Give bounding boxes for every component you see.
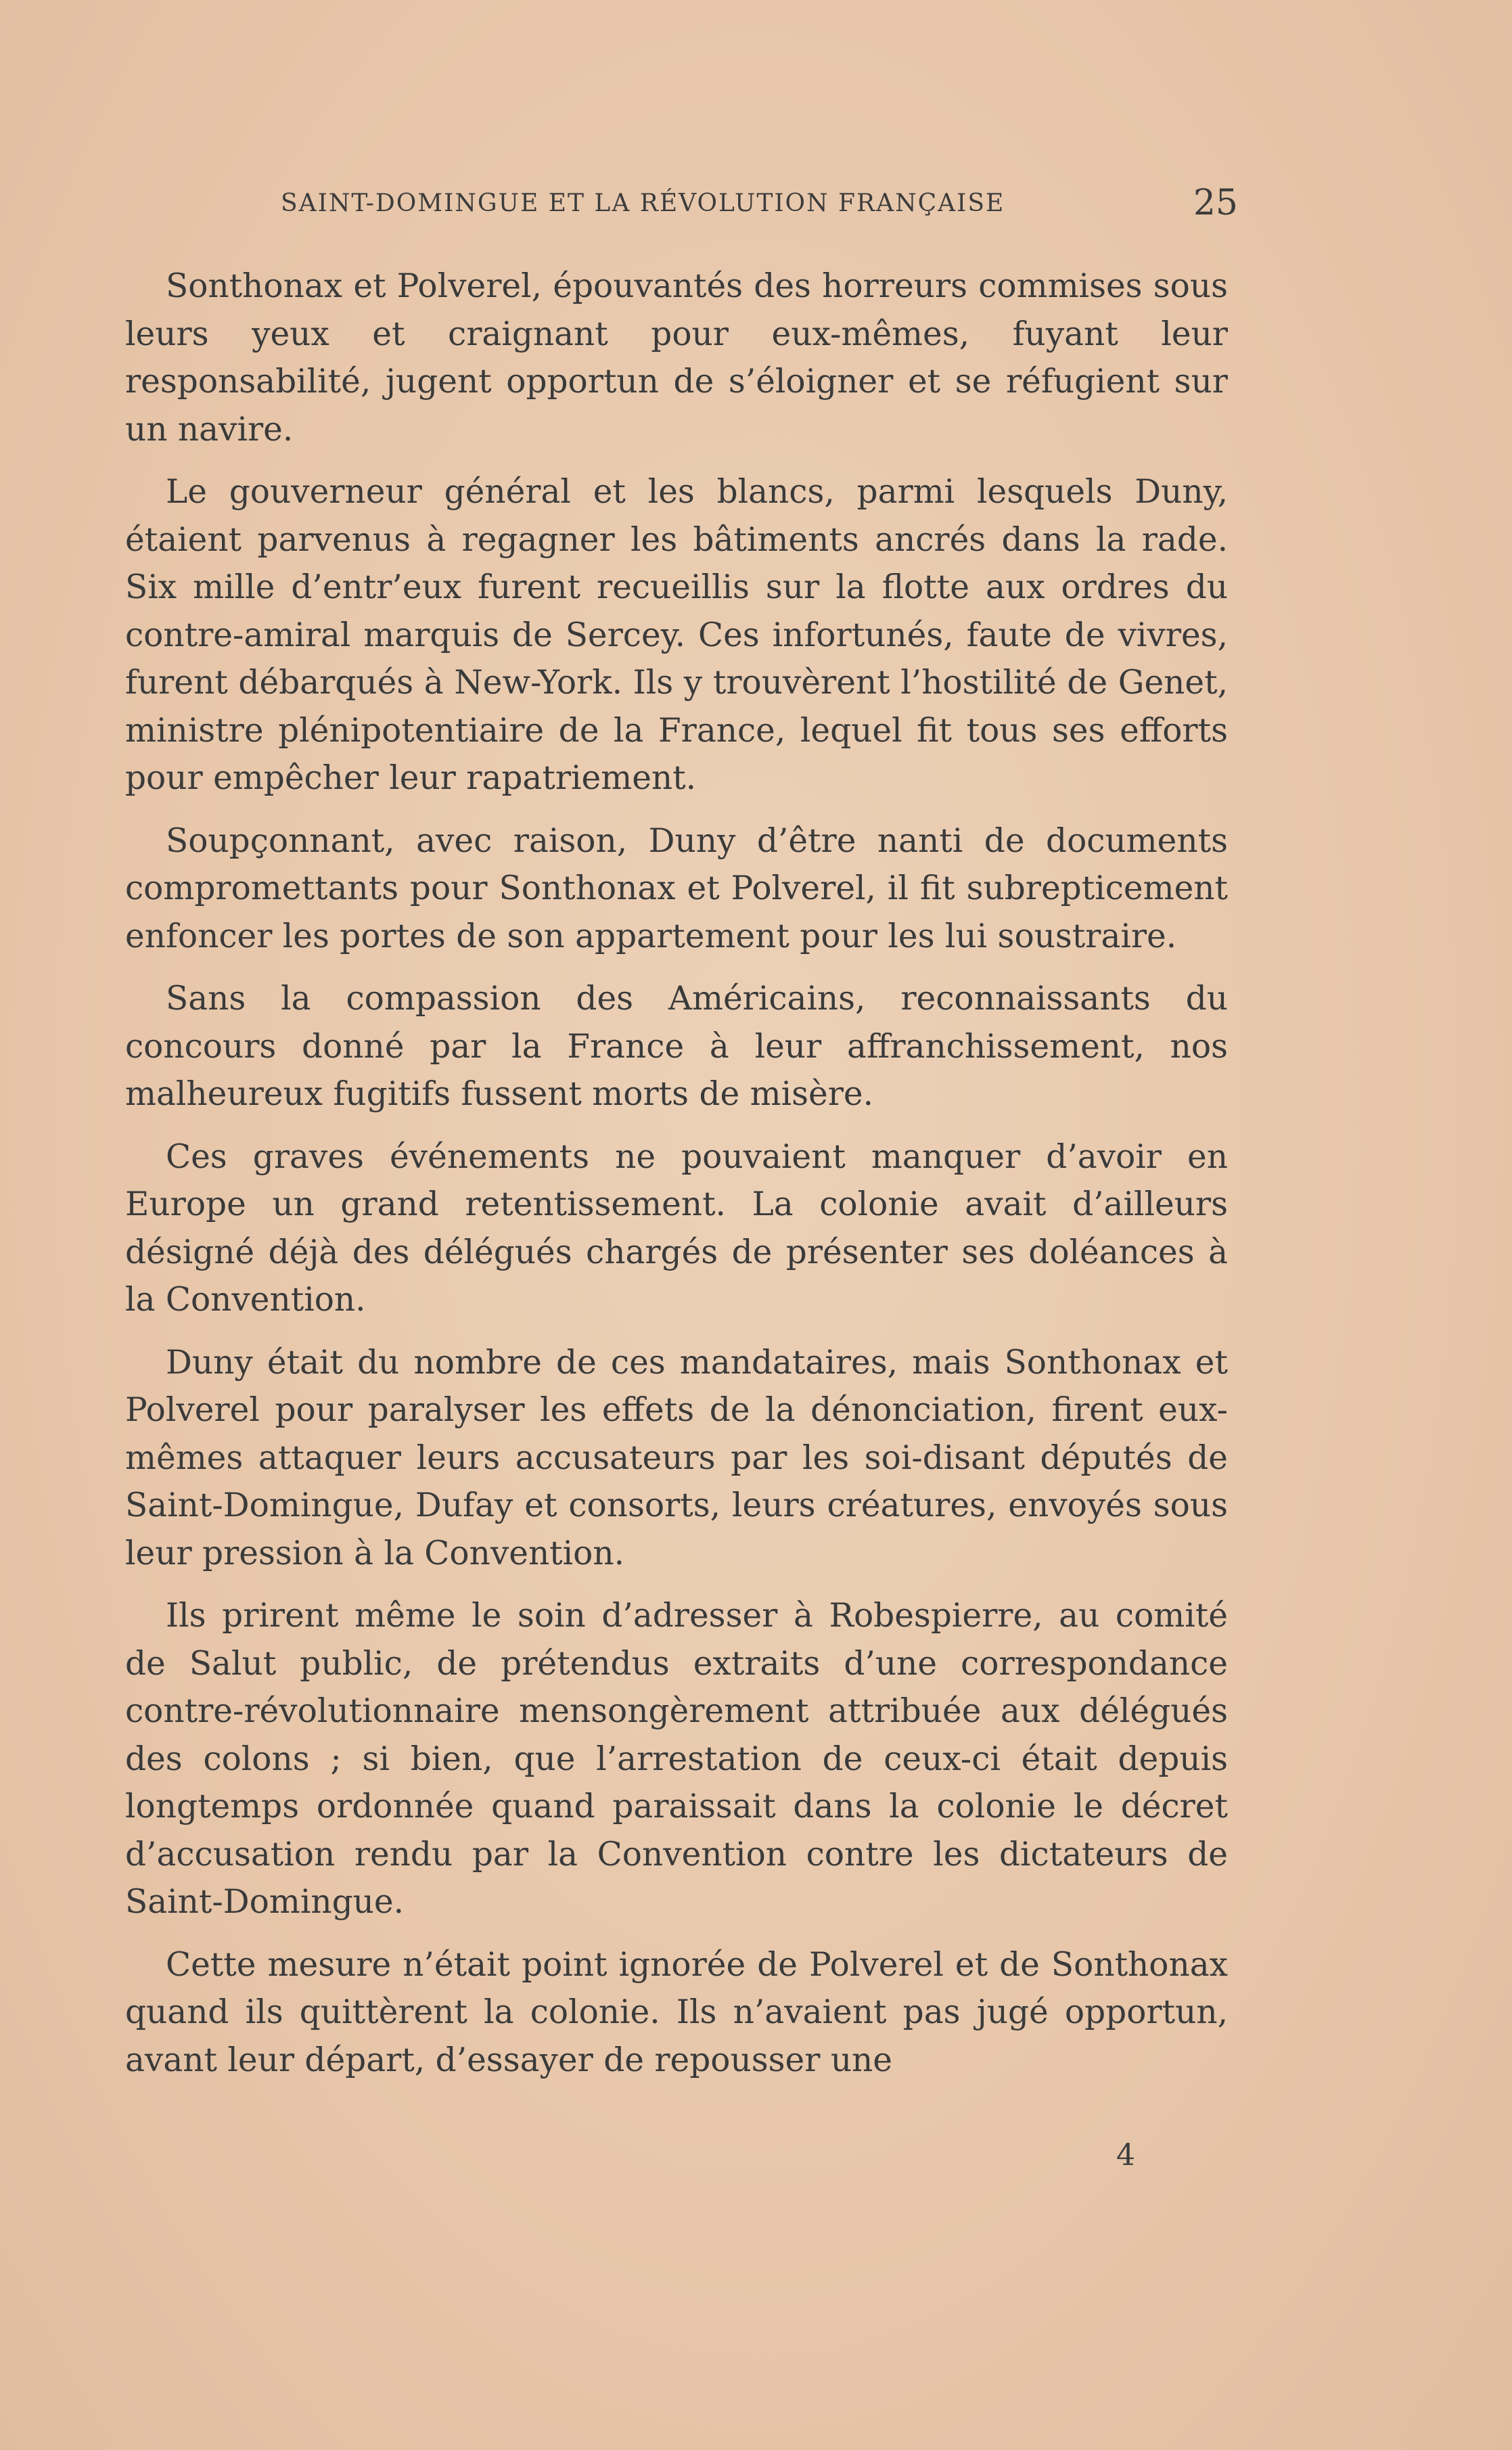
paragraph: Sans la compassion des Américains, reconnaissants du concours donné par la France à leur affranchissement, nos malheureux fugitifs fussent morts de misère. [125, 980, 1228, 1113]
paragraph: Ces graves événements ne pouvaient manquer d’avoir en Europe un grand retentissement. La colonie avait d’ailleurs désigné déjà des délégués chargés de présenter ses doléances à la Convention. [125, 1137, 1228, 1319]
paragraph: Soupçonnant, avec raison, Duny d’être nanti de documents compromettants pour Sonthonax et Polverel, il fit subrepticement enfoncer les portes de son appartement pour les lui soustraire. [125, 821, 1228, 955]
paragraph: Duny était du nombre de ces mandataires, mais Sonthonax et Polverel pour paralyser les effets de la dénonciation, firent eux-mêmes attaquer leurs accusateurs par les soi-disant députés de Saint-Domingue, Dufay et consorts, leurs créatures, envoyés sous leur pression à la Convention. [125, 1343, 1228, 1572]
body-text [125, 263, 1228, 2099]
paragraph: Cette mesure n’était point ignorée de Polverel et de Sonthonax quand ils quittèrent la colonie. Ils n’avaient pas jugé opportun, avant leur départ, d’essayer de repousser une [125, 1945, 1228, 2079]
running-title: SAINT-DOMINGUE ET LA RÉVOLUTION FRANÇAISE [281, 189, 1005, 217]
paragraph: Le gouverneur général et les blancs, parmi lesquels Duny, étaient parvenus à regagner les bâtiments ancrés dans la rade. Six mille d’entr’eux furent recueillis sur la flotte aux ordres du contre-amiral marquis de Sercey. Ces infortunés, faute de vivres, furent débarqués à New-York. Ils y trouvèrent l’hostilité de Genet, ministre plénipotentiaire de la France, lequel fit tous ses efforts pour empêcher leur rapatriement. [125, 473, 1228, 797]
paragraph: Sonthonax et Polverel, épouvantés des horreurs commises sous leurs yeux et craignant pour eux-mêmes, fuyant leur responsabilité, jugent opportun de s’éloigner et se réfugient sur un navire. [125, 267, 1228, 449]
running-header [129, 183, 1238, 223]
page-number: 25 [1193, 183, 1238, 223]
paragraph: Ils prirent même le soin d’adresser à Robespierre, au comité de Salut public, de prétendus extraits d’une correspondance contre-révolutionnaire mensongèrement attribuée aux délégués des colons ; si bien, que l’arrestation de ceux-ci était depuis longtemps ordonnée quand paraissait dans la colonie le décret d’accusation rendu par la Convention contre les dictateurs de Saint-Domingue. [125, 1597, 1228, 1921]
signature-mark: 4 [1116, 2138, 1135, 2173]
